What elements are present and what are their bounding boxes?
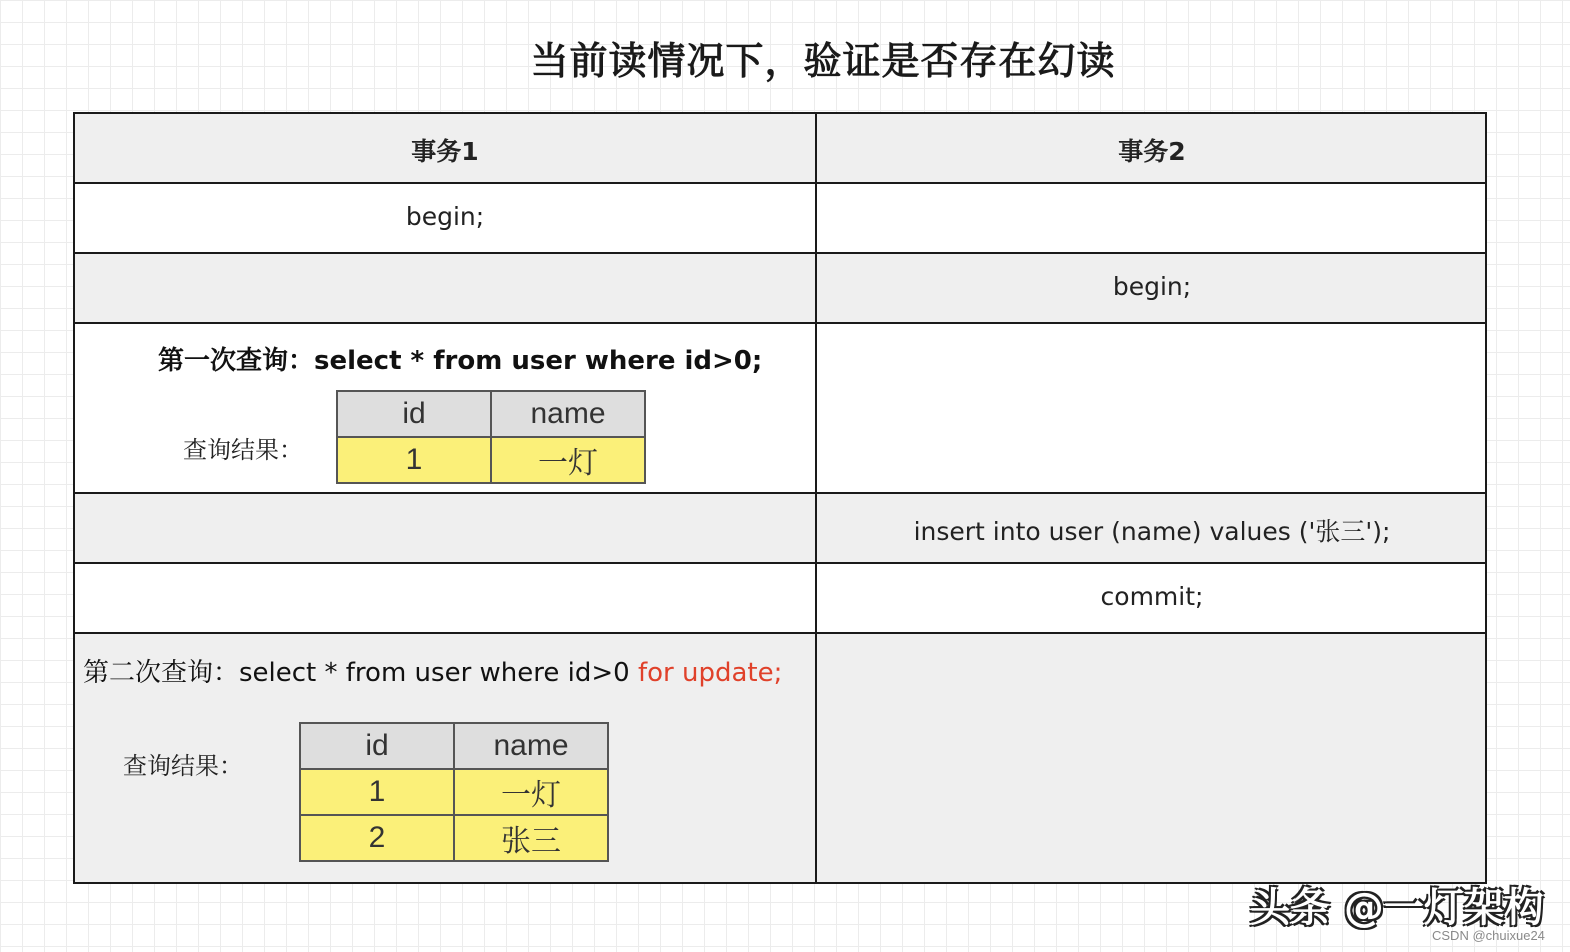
table-row: [75, 254, 1485, 322]
query-sql: 第二次查询：select * from user where id>0: [83, 658, 638, 688]
result-cell-name: 一灯: [454, 769, 608, 815]
second-query-text: [83, 652, 782, 689]
table-row: [75, 324, 1485, 492]
result-cell-id: 2: [300, 815, 454, 861]
first-query-result-table: [336, 390, 646, 484]
second-query-result-table: [299, 722, 609, 862]
table-row: [75, 494, 1485, 562]
result-label: 查询结果：: [183, 436, 303, 464]
credit-text: CSDN @chuixue24: [1432, 928, 1545, 943]
first-query-text: [158, 340, 762, 377]
table-row: [75, 564, 1485, 632]
table-row: [75, 634, 1485, 882]
tx2-cell: begin;: [1112, 272, 1192, 301]
result-cell-name: 一灯: [491, 437, 645, 483]
column-header-tx1: 事务1: [411, 137, 479, 166]
tx1-cell: begin;: [405, 202, 485, 231]
result-label: 查询结果：: [123, 752, 243, 780]
result-header-id: id: [300, 723, 454, 769]
watermark: 头条 @一灯架构: [1250, 885, 1544, 931]
result-cell-id: 1: [300, 769, 454, 815]
table-row: [75, 184, 1485, 252]
query-sql: 第一次查询：select * from user where id>0;: [158, 346, 763, 376]
page-title: 当前读情况下，验证是否存在幻读: [530, 39, 1116, 83]
result-cell-id: 1: [337, 437, 491, 483]
result-cell-name: 张三: [454, 815, 608, 861]
query-highlight: for update;: [637, 658, 783, 688]
result-header-id: id: [337, 391, 491, 437]
tx2-cell: insert into user (name) values ('张三');: [913, 517, 1391, 546]
column-header-tx2: 事务2: [1118, 137, 1186, 166]
header-row: [75, 114, 1485, 182]
transaction-table: [73, 112, 1487, 884]
tx2-cell: commit;: [1100, 582, 1204, 611]
result-header-name: name: [491, 391, 645, 437]
result-header-name: name: [454, 723, 608, 769]
column-divider: [815, 114, 817, 882]
